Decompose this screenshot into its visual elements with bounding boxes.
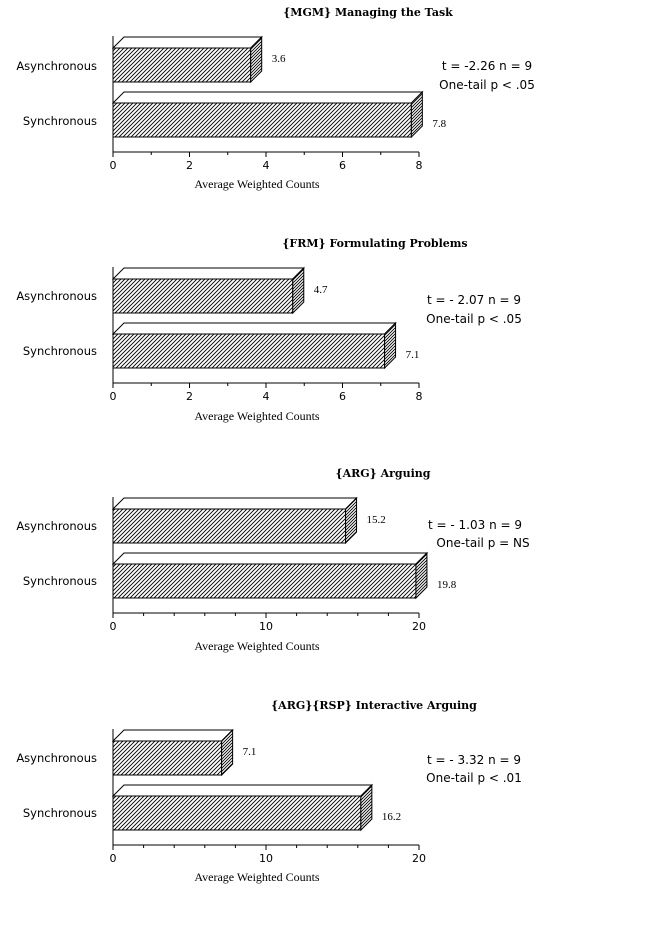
x-tick-label: 2	[186, 159, 193, 172]
x-tick-label: 8	[415, 390, 423, 403]
bar-top-face	[113, 323, 396, 334]
x-tick-label: 2	[186, 390, 193, 403]
bar-value-label: 7.8	[432, 118, 447, 130]
bar-front-face	[113, 796, 361, 830]
plot-area	[110, 36, 447, 172]
x-tick-label: 0	[109, 852, 117, 865]
plot-area	[110, 267, 423, 403]
bar-value-label: 4.7	[313, 284, 328, 296]
category-label-synchronous: Synchronous	[22, 574, 97, 588]
x-tick-label: 4	[262, 390, 270, 403]
category-label-synchronous: Synchronous	[22, 806, 97, 820]
chart-title: {FRM} Formulating Problems	[282, 237, 468, 250]
bar-asynchronous	[113, 268, 304, 313]
x-tick-label: 6	[339, 390, 346, 403]
bar-front-face	[113, 564, 416, 598]
bar-value-label: 15.2	[366, 514, 386, 526]
bar-synchronous	[113, 323, 396, 368]
stat-test-line: t = -2.26 n = 9	[441, 59, 533, 73]
x-tick-label: 20	[412, 620, 426, 633]
x-tick-label: 20	[412, 852, 426, 865]
x-axis-label: Average Weighted Counts	[194, 409, 320, 423]
x-tick-label: 0	[109, 620, 117, 633]
bar-synchronous	[113, 553, 427, 598]
x-tick-label: 8	[415, 159, 423, 172]
category-label-asynchronous: Asynchronous	[16, 289, 97, 303]
bar-front-face	[113, 103, 411, 137]
bar-top-face	[113, 268, 304, 279]
bar-value-label: 19.8	[436, 579, 457, 591]
stat-test-line: t = - 2.07 n = 9	[427, 293, 521, 307]
bar-top-face	[113, 498, 357, 509]
bar-front-face	[113, 279, 293, 313]
bar-front-face	[113, 509, 346, 543]
chart-panel-frm	[16, 237, 522, 423]
bar-asynchronous	[113, 37, 262, 82]
category-label-asynchronous: Asynchronous	[16, 59, 97, 73]
stat-significance-line: One-tail p = NS	[436, 536, 530, 550]
x-tick-label: 10	[259, 852, 273, 865]
stat-significance-line: One-tail p < .05	[426, 312, 522, 326]
stat-test-line: t = - 1.03 n = 9	[428, 518, 522, 532]
x-tick-label: 0	[109, 159, 117, 172]
stat-test-line: t = - 3.32 n = 9	[427, 753, 521, 767]
chart-title: {ARG}{RSP} Interactive Arguing	[271, 699, 477, 712]
bar-top-face	[113, 553, 427, 564]
bar-value-label: 7.1	[405, 349, 420, 361]
category-label-synchronous: Synchronous	[22, 114, 97, 128]
x-axis-label: Average Weighted Counts	[194, 870, 320, 884]
bar-front-face	[113, 334, 385, 368]
x-axis-label: Average Weighted Counts	[194, 639, 320, 653]
x-axis-label: Average Weighted Counts	[194, 177, 320, 191]
chart-title: {MGM} Managing the Task	[283, 6, 453, 19]
chart-title: {ARG} Arguing	[335, 467, 431, 480]
bar-top-face	[113, 785, 372, 796]
bar-synchronous	[113, 92, 422, 137]
x-tick-label: 0	[109, 390, 117, 403]
chart-panel-arg-rsp	[16, 699, 522, 884]
x-tick-label: 10	[259, 620, 273, 633]
bar-top-face	[113, 730, 233, 741]
bar-asynchronous	[113, 730, 233, 775]
stat-significance-line: One-tail p < .05	[439, 78, 535, 92]
bar-synchronous	[113, 785, 372, 830]
stat-significance-line: One-tail p < .01	[426, 771, 522, 785]
bar-top-face	[113, 37, 262, 48]
chart-panel-arg	[16, 467, 529, 653]
category-label-synchronous: Synchronous	[22, 344, 97, 358]
bar-value-label: 16.2	[381, 811, 402, 823]
x-tick-label: 6	[339, 159, 346, 172]
x-tick-label: 4	[262, 159, 270, 172]
bar-value-label: 3.6	[271, 53, 286, 65]
bar-front-face	[113, 741, 222, 775]
bar-front-face	[113, 48, 251, 82]
category-label-asynchronous: Asynchronous	[16, 519, 97, 533]
category-label-asynchronous: Asynchronous	[16, 751, 97, 765]
chart-panel-mgm	[16, 6, 535, 191]
bar-asynchronous	[113, 498, 357, 543]
plot-area	[110, 497, 457, 633]
bar-value-label: 7.1	[242, 746, 257, 758]
bar-top-face	[113, 92, 422, 103]
plot-area	[110, 729, 427, 865]
